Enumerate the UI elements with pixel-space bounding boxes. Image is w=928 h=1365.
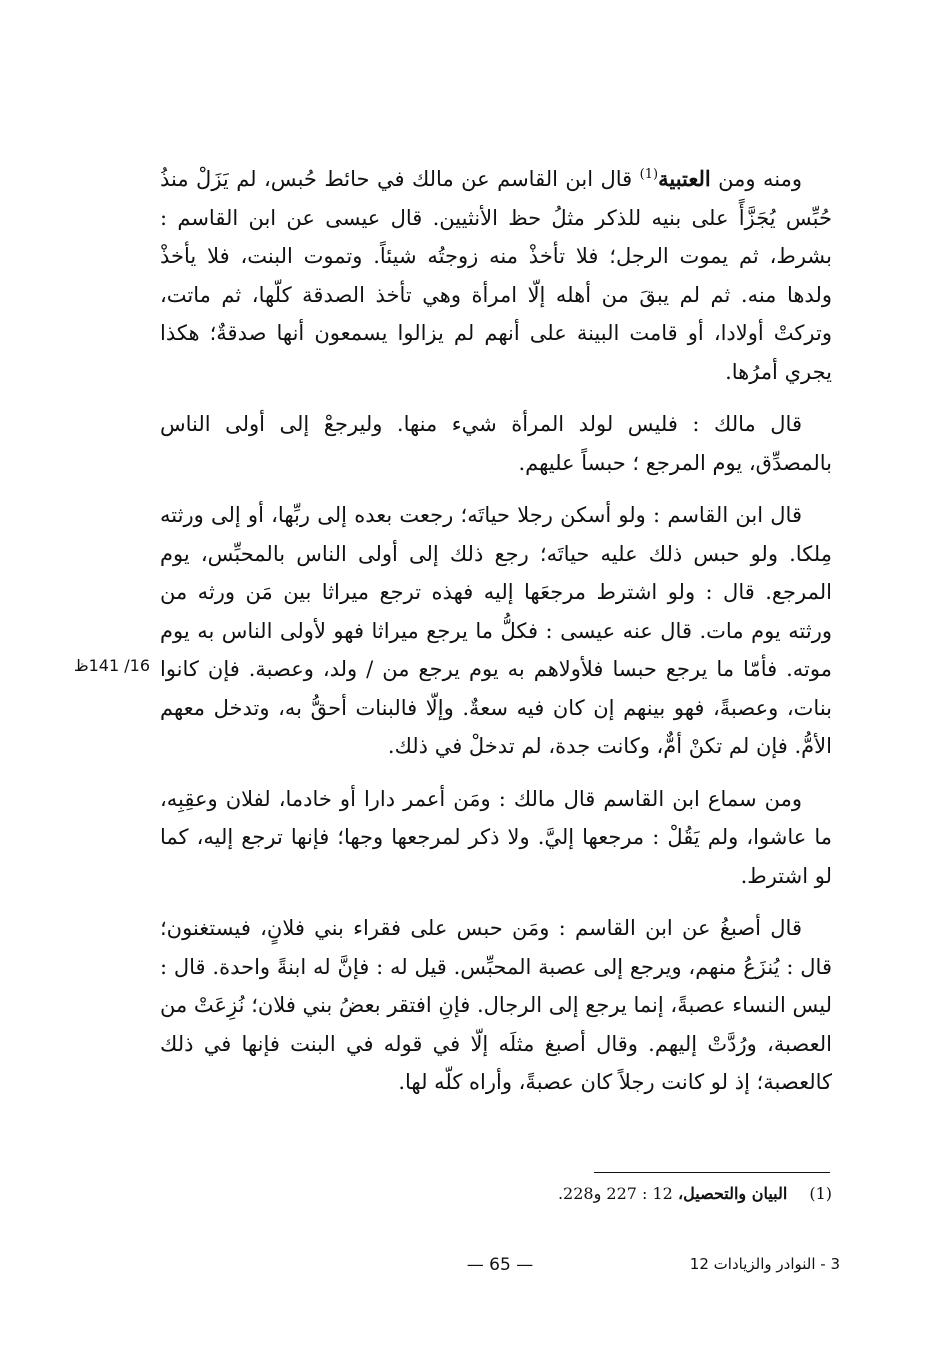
paragraph-1-bold-source: العتبية [658, 166, 711, 191]
paragraph-1-lead: ومنه ومن [710, 167, 802, 191]
paragraph-2 [160, 405, 832, 482]
paragraph-2-text: قال مالك : فليس لولد المرأة شيء منها. وليرجعْ إلى أولى الناس بالمصدِّق، يوم المرجع ؛ حبساً عليهم. [160, 412, 832, 475]
paragraph-4 [160, 780, 832, 896]
paragraph-5 [160, 909, 832, 1102]
paragraph-3-text: قال ابن القاسم : ولو أسكن رجلا حياتَه؛ رجعت بعده إلى ربِّها، أو إلى ورثته مِلكا. ولو حبس ذلك عليه حياتَه؛ رجع ذلك إلى أولى الناس بالمحبِّس، يوم المرجع. قال : ولو اشترط مرجعَها إليه فهذه ترجع ميراثا بين مَن ورثه من ورثته يوم مات. قال عنه عيسى : فكلُّ ما يرجع ميراثا فهو لأولى الناس به يوم موته. فأمّا ما يرجع حبسا فلأولاهم به يوم يرجع من / ولد، وعصبة. فإن كانوا بنات، وعصبةً، فهو بينهم إن كان فيه سعةٌ. وإلّا فالبنات أحقُّ به، وتدخل معهم الأمُّ. فإن لم تكنْ أمٌّ، وكانت جدة، لم تدخلْ في ذلك. [160, 503, 832, 758]
manuscript-folio-note: 16/ 141ظ [73, 656, 150, 675]
paragraph-1-text: قال ابن القاسم عن مالك في حائط حُبس، لم يَزَلْ منذُ حُبِّس يُجَزَّأً على بنيه للذكر مثلُ حظ الأنثيين. قال عيسى عن ابن القاسم : بشرط، ثم يموت الرجل؛ فلا تأخذْ منه زوجتُه شيئاً. وتموت البنت، فلا يأخذْ ولدها منه. ثم لم يبقَ من أهله إلّا امرأة وهي تأخذ الصدقة كلّها، ثم ماتت، وتركتْ أولادا، أو قامت البينة على أنهم لم يزالوا يسمعون أنها صدقةٌ؛ هكذا يجري أمرُها. [160, 167, 832, 384]
main-text [160, 160, 832, 1116]
footnote [400, 1180, 832, 1208]
book-signature: 3 - النوادر والزيادات 12 [689, 1255, 840, 1273]
page-number: — 65 — [466, 1255, 534, 1275]
paragraph-4-text: ومن سماع ابن القاسم قال مالك : ومَن أعمر دارا أو خادما، لفلان وعقِبِه، ما عاشوا، ولم يَقُلْ : مرجعها إليَّ. ولا ذكر لمرجعها وجها؛ فإنها ترجع إليه، كما لو اشترط. [160, 786, 832, 888]
footnote-rule [594, 1172, 830, 1173]
paragraph-3 [160, 496, 832, 766]
footnote-source: البيان والتحصيل، [677, 1184, 788, 1203]
paragraph-5-text: قال أصبغُ عن ابن القاسم : ومَن حبس على فقراء بني فلانٍ، فيستغنون؛ قال : يُنزَعُ منهم، ويرجع إلى عصبة المحبِّس. قيل له : فإنَّ له ابنةً واحدة. قال : ليس النساء عصبةً، إنما يرجع إلى الرجال. فإنِ افتقر بعضُ بني فلان؛ نُزِعَتْ من العصبة، ورُدَّتْ إليهم. وقال أصبغ مثلَه إلّا في قوله في البنت فإنها في ذلك كالعصبة؛ إذ لو كانت رجلاً كان عصبةً، وأراه كلّه لها. [160, 916, 832, 1094]
footnote-marker: (1) [639, 167, 659, 182]
footnote-number: (1) [809, 1184, 832, 1203]
paragraph-1 [160, 160, 832, 391]
footnote-reference: 12 : 227 و228. [557, 1184, 678, 1203]
